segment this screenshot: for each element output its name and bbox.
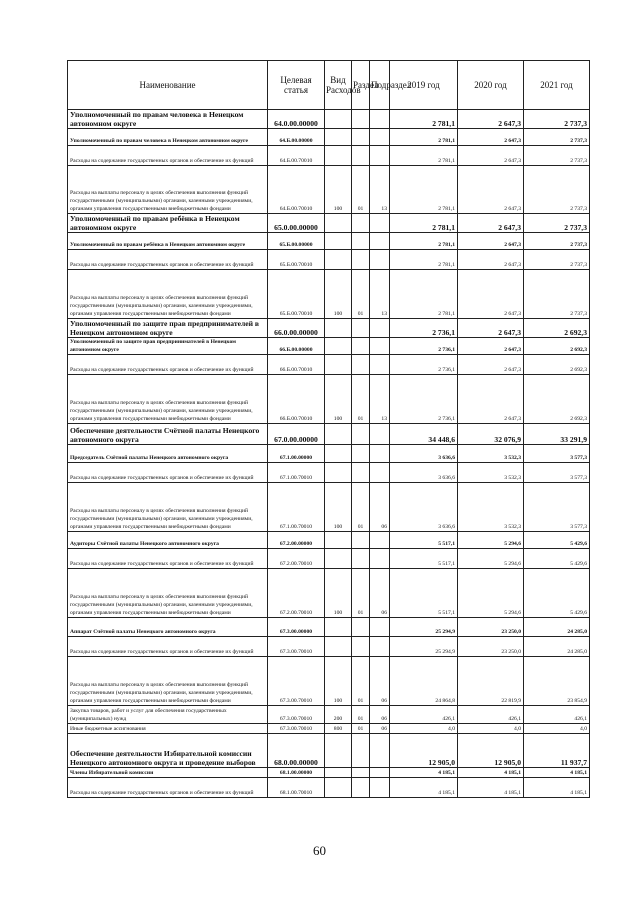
- cell-2020: 4,0: [458, 724, 524, 734]
- cell-section: [352, 532, 370, 549]
- cell-target: 65.0.00.00000: [268, 214, 325, 233]
- cell-exp-type: [325, 424, 352, 445]
- cell-2021: 2 692,3: [524, 355, 590, 375]
- cell-target: 67.1.00.00000: [268, 445, 325, 463]
- cell-target: 67.3.00.70010: [268, 637, 325, 657]
- cell-2020: 3 532,3: [458, 483, 524, 532]
- cell-name: Уполномоченный по правам ребёнка в Ненецком автономном округе: [68, 233, 268, 250]
- cell-section: 01: [352, 724, 370, 734]
- cell-subsection: [370, 319, 390, 338]
- cell-target: 67.2.00.00000: [268, 532, 325, 549]
- cell-exp-type: 100: [325, 166, 352, 214]
- cell-target: 67.2.00.70010: [268, 569, 325, 618]
- cell-subsection: [370, 768, 390, 778]
- cell-2020: 32 076,9: [458, 424, 524, 445]
- cell-name: Обеспечение деятельности Избирательной комиссии Ненецкого автономного округа и проведение выборов: [68, 734, 268, 768]
- cell-exp-type: [325, 778, 352, 798]
- cell-subsection: 06: [370, 569, 390, 618]
- cell-name: Расходы на выплаты персоналу в целях обеспечения выполнения функций государственными (муниципальными) органами, казенными учреждениями, органами управления государственными внебюджетными фондами: [68, 166, 268, 214]
- cell-2019: 426,1: [390, 706, 458, 724]
- cell-2019: 2 781,1: [390, 166, 458, 214]
- cell-name: Расходы на содержание государственных органов и обеспечение их функций: [68, 778, 268, 798]
- cell-name: Аудиторы Счётной палаты Ненецкого автономного округа: [68, 532, 268, 549]
- cell-2020: 22 819,9: [458, 657, 524, 706]
- cell-exp-type: 800: [325, 724, 352, 734]
- cell-exp-type: 100: [325, 569, 352, 618]
- cell-2021: 2 737,3: [524, 166, 590, 214]
- cell-2021: 24 285,0: [524, 618, 590, 637]
- table-row: [68, 445, 590, 463]
- cell-2020: 5 294,6: [458, 569, 524, 618]
- cell-2019: 2 736,1: [390, 338, 458, 355]
- cell-section: [352, 424, 370, 445]
- cell-subsection: [370, 734, 390, 768]
- cell-2021: 2 737,3: [524, 270, 590, 319]
- cell-2019: 25 294,9: [390, 637, 458, 657]
- cell-2020: 3 532,3: [458, 463, 524, 483]
- cell-2019: 2 781,1: [390, 214, 458, 233]
- cell-2021: 426,1: [524, 706, 590, 724]
- table-row: [68, 618, 590, 637]
- cell-exp-type: [325, 734, 352, 768]
- cell-target: 66.Б.00.70010: [268, 355, 325, 375]
- cell-target: 67.2.00.70010: [268, 549, 325, 569]
- cell-section: [352, 214, 370, 233]
- table-row: [68, 250, 590, 270]
- cell-section: 01: [352, 657, 370, 706]
- cell-2021: 2 737,3: [524, 250, 590, 270]
- cell-section: [352, 734, 370, 768]
- cell-name: Закупка товаров, работ и услуг для обеспечения государственных (муниципальных) нужд: [68, 706, 268, 724]
- table-row: [68, 778, 590, 798]
- cell-subsection: 06: [370, 657, 390, 706]
- cell-2019: 25 294,9: [390, 618, 458, 637]
- cell-target: 67.3.00.00000: [268, 618, 325, 637]
- cell-subsection: 13: [370, 375, 390, 424]
- table-row: [68, 338, 590, 355]
- header-2019: 2019 год: [390, 61, 458, 110]
- cell-name: Расходы на содержание государственных органов и обеспечение их функций: [68, 355, 268, 375]
- cell-exp-type: 100: [325, 270, 352, 319]
- cell-target: 64.Б.00.00000: [268, 129, 325, 146]
- cell-2020: 2 647,3: [458, 129, 524, 146]
- cell-2020: 2 647,3: [458, 166, 524, 214]
- table-row: [68, 166, 590, 214]
- cell-target: 68.1.00.00000: [268, 768, 325, 778]
- cell-subsection: 13: [370, 270, 390, 319]
- cell-2021: 3 577,3: [524, 445, 590, 463]
- cell-name: Расходы на содержание государственных органов и обеспечение их функций: [68, 463, 268, 483]
- page-number: 60: [313, 843, 326, 858]
- cell-2020: 5 294,6: [458, 549, 524, 569]
- cell-target: 66.Б.00.00000: [268, 338, 325, 355]
- budget-table: [67, 60, 590, 798]
- cell-subsection: [370, 424, 390, 445]
- cell-section: [352, 250, 370, 270]
- cell-exp-type: [325, 214, 352, 233]
- cell-2020: 2 647,3: [458, 270, 524, 319]
- cell-2021: 2 737,3: [524, 146, 590, 166]
- cell-2021: 2 692,3: [524, 375, 590, 424]
- cell-section: 01: [352, 569, 370, 618]
- cell-2019: 2 781,1: [390, 270, 458, 319]
- table-row: [68, 569, 590, 618]
- cell-2021: 5 429,6: [524, 532, 590, 549]
- cell-2019: 2 781,1: [390, 129, 458, 146]
- cell-2021: 5 429,6: [524, 569, 590, 618]
- header-name: Наименование: [68, 61, 268, 110]
- table-row: [68, 768, 590, 778]
- table-row: [68, 657, 590, 706]
- table-row: [68, 233, 590, 250]
- cell-2019: 2 781,1: [390, 250, 458, 270]
- cell-2021: 24 285,0: [524, 637, 590, 657]
- cell-subsection: 06: [370, 706, 390, 724]
- cell-target: 65.Б.00.70010: [268, 270, 325, 319]
- cell-exp-type: [325, 129, 352, 146]
- cell-name: Уполномоченный по правам человека в Ненецком автономном округе: [68, 129, 268, 146]
- cell-target: 68.0.00.00000: [268, 734, 325, 768]
- cell-2019: 5 517,1: [390, 532, 458, 549]
- cell-2021: 2 737,3: [524, 214, 590, 233]
- cell-subsection: [370, 355, 390, 375]
- header-section: Раздел: [352, 61, 370, 110]
- cell-target: 64.0.00.00000: [268, 110, 325, 129]
- table-row: [68, 146, 590, 166]
- cell-name: Члены Избирательной комиссии: [68, 768, 268, 778]
- cell-target: 64.Б.00.70010: [268, 166, 325, 214]
- table-row: [68, 110, 590, 129]
- cell-subsection: [370, 637, 390, 657]
- cell-section: 01: [352, 706, 370, 724]
- cell-subsection: 06: [370, 724, 390, 734]
- cell-subsection: [370, 532, 390, 549]
- cell-target: 67.3.00.70010: [268, 724, 325, 734]
- cell-name: Председатель Счётной палаты Ненецкого автономного округа: [68, 445, 268, 463]
- cell-name: Расходы на выплаты персоналу в целях обеспечения выполнения функций государственными (муниципальными) органами, казенными учреждениями, органами управления государственными внебюджетными фондами: [68, 569, 268, 618]
- header-subsection: Подраздел: [370, 61, 390, 110]
- header-2020: 2020 год: [458, 61, 524, 110]
- table-row: [68, 319, 590, 338]
- cell-section: [352, 768, 370, 778]
- cell-2020: 23 250,0: [458, 618, 524, 637]
- cell-exp-type: [325, 768, 352, 778]
- cell-target: 67.3.00.70010: [268, 706, 325, 724]
- cell-2020: 4 185,1: [458, 768, 524, 778]
- cell-section: [352, 146, 370, 166]
- table-row: [68, 214, 590, 233]
- cell-2021: 33 291,9: [524, 424, 590, 445]
- table-row: [68, 532, 590, 549]
- cell-2020: 3 532,3: [458, 445, 524, 463]
- cell-2019: 3 636,6: [390, 483, 458, 532]
- cell-2020: 2 647,3: [458, 375, 524, 424]
- cell-target: 66.0.00.00000: [268, 319, 325, 338]
- cell-2021: 11 937,7: [524, 734, 590, 768]
- cell-section: [352, 463, 370, 483]
- table-header-row: [68, 61, 590, 110]
- cell-2019: 5 517,1: [390, 569, 458, 618]
- cell-exp-type: [325, 233, 352, 250]
- cell-2019: 4 185,1: [390, 768, 458, 778]
- cell-subsection: 13: [370, 166, 390, 214]
- cell-section: [352, 129, 370, 146]
- table-body: [68, 110, 590, 798]
- cell-2019: 4,0: [390, 724, 458, 734]
- cell-name: Расходы на содержание государственных органов и обеспечение их функций: [68, 146, 268, 166]
- table-row: [68, 734, 590, 768]
- cell-target: 67.1.00.70010: [268, 483, 325, 532]
- cell-2019: 12 905,0: [390, 734, 458, 768]
- cell-2019: 24 864,8: [390, 657, 458, 706]
- cell-name: Уполномоченный по защите прав предпринимателей в Ненецком автономном округе: [68, 319, 268, 338]
- cell-subsection: 06: [370, 483, 390, 532]
- cell-2021: 2 737,3: [524, 110, 590, 129]
- cell-subsection: [370, 338, 390, 355]
- table-row: [68, 129, 590, 146]
- cell-2020: 2 647,3: [458, 250, 524, 270]
- cell-exp-type: [325, 250, 352, 270]
- cell-exp-type: 100: [325, 375, 352, 424]
- cell-exp-type: 100: [325, 657, 352, 706]
- cell-subsection: [370, 214, 390, 233]
- cell-2020: 426,1: [458, 706, 524, 724]
- table-row: [68, 483, 590, 532]
- cell-2019: 2 781,1: [390, 233, 458, 250]
- cell-name: Уполномоченный по защите прав предпринимателей в Ненецком автономном округе: [68, 338, 268, 355]
- cell-name: Иные бюджетные ассигнования: [68, 724, 268, 734]
- cell-2020: 5 294,6: [458, 532, 524, 549]
- cell-target: 64.Б.00.70010: [268, 146, 325, 166]
- table-row: [68, 463, 590, 483]
- cell-exp-type: [325, 549, 352, 569]
- cell-exp-type: [325, 463, 352, 483]
- cell-2021: 3 577,3: [524, 483, 590, 532]
- cell-subsection: [370, 778, 390, 798]
- cell-2019: 5 517,1: [390, 549, 458, 569]
- cell-subsection: [370, 233, 390, 250]
- cell-exp-type: [325, 355, 352, 375]
- cell-exp-type: [325, 110, 352, 129]
- table-row: [68, 549, 590, 569]
- cell-2021: 3 577,3: [524, 463, 590, 483]
- cell-name: Расходы на выплаты персоналу в целях обеспечения выполнения функций государственными (муниципальными) органами, казенными учреждениями, органами управления государственными внебюджетными фондами: [68, 657, 268, 706]
- cell-2021: 2 692,3: [524, 319, 590, 338]
- cell-section: 01: [352, 375, 370, 424]
- table-row: [68, 270, 590, 319]
- cell-2021: 2 737,3: [524, 129, 590, 146]
- cell-2019: 2 781,1: [390, 146, 458, 166]
- table-row: [68, 355, 590, 375]
- table-row: [68, 637, 590, 657]
- cell-exp-type: 200: [325, 706, 352, 724]
- table-row: [68, 375, 590, 424]
- cell-target: 67.1.00.70010: [268, 463, 325, 483]
- cell-exp-type: [325, 338, 352, 355]
- cell-2019: 4 185,1: [390, 778, 458, 798]
- budget-table-container: [67, 60, 589, 798]
- cell-section: [352, 110, 370, 129]
- cell-name: Расходы на выплаты персоналу в целях обеспечения выполнения функций государственными (муниципальными) органами, казенными учреждениями, органами управления государственными внебюджетными фондами: [68, 270, 268, 319]
- cell-name: Аппарат Счётной палаты Ненецкого автономного округа: [68, 618, 268, 637]
- cell-2020: 2 647,3: [458, 319, 524, 338]
- cell-2021: 4 185,1: [524, 768, 590, 778]
- cell-section: 01: [352, 483, 370, 532]
- cell-name: Уполномоченный по правам человека в Ненецком автономном округе: [68, 110, 268, 129]
- cell-2020: 2 647,3: [458, 146, 524, 166]
- cell-2020: 12 905,0: [458, 734, 524, 768]
- cell-section: [352, 778, 370, 798]
- cell-subsection: [370, 146, 390, 166]
- cell-2021: 2 737,3: [524, 233, 590, 250]
- cell-section: [352, 549, 370, 569]
- cell-section: [352, 233, 370, 250]
- table-row: [68, 706, 590, 724]
- cell-2021: 4,0: [524, 724, 590, 734]
- cell-2021: 4 185,1: [524, 778, 590, 798]
- cell-target: 67.0.00.00000: [268, 424, 325, 445]
- cell-section: [352, 355, 370, 375]
- cell-name: Расходы на содержание государственных органов и обеспечение их функций: [68, 549, 268, 569]
- cell-exp-type: [325, 445, 352, 463]
- cell-target: 66.Б.00.70010: [268, 375, 325, 424]
- cell-section: [352, 338, 370, 355]
- cell-subsection: [370, 463, 390, 483]
- cell-2021: 2 692,3: [524, 338, 590, 355]
- cell-exp-type: 100: [325, 483, 352, 532]
- cell-section: [352, 319, 370, 338]
- cell-section: 01: [352, 166, 370, 214]
- cell-2020: 4 185,1: [458, 778, 524, 798]
- cell-2019: 3 636,6: [390, 463, 458, 483]
- cell-subsection: [370, 129, 390, 146]
- cell-2019: 2 736,1: [390, 319, 458, 338]
- cell-2020: 2 647,3: [458, 214, 524, 233]
- cell-exp-type: [325, 532, 352, 549]
- cell-2020: 2 647,3: [458, 355, 524, 375]
- header-exp-type: Вид Расходов: [325, 61, 352, 110]
- cell-subsection: [370, 110, 390, 129]
- header-2021: 2021 год: [524, 61, 590, 110]
- cell-2019: 2 736,1: [390, 355, 458, 375]
- header-target: Целевая статья: [268, 61, 325, 110]
- cell-section: [352, 445, 370, 463]
- cell-2019: 34 448,6: [390, 424, 458, 445]
- cell-2019: 2 736,1: [390, 375, 458, 424]
- cell-target: 67.3.00.70010: [268, 657, 325, 706]
- cell-name: Расходы на содержание государственных органов и обеспечение их функций: [68, 250, 268, 270]
- cell-subsection: [370, 250, 390, 270]
- cell-2019: 2 781,1: [390, 110, 458, 129]
- cell-subsection: [370, 618, 390, 637]
- cell-subsection: [370, 549, 390, 569]
- cell-target: 68.1.00.70010: [268, 778, 325, 798]
- cell-target: 65.Б.00.70010: [268, 250, 325, 270]
- cell-2020: 2 647,3: [458, 338, 524, 355]
- cell-2021: 23 854,9: [524, 657, 590, 706]
- cell-name: Расходы на выплаты персоналу в целях обеспечения выполнения функций государственными (муниципальными) органами, казенными учреждениями, органами управления государственными внебюджетными фондами: [68, 375, 268, 424]
- cell-2020: 2 647,3: [458, 110, 524, 129]
- cell-2020: 23 250,0: [458, 637, 524, 657]
- cell-name: Расходы на выплаты персоналу в целях обеспечения выполнения функций государственными (муниципальными) органами, казенными учреждениями, органами управления государственными внебюджетными фондами: [68, 483, 268, 532]
- cell-exp-type: [325, 637, 352, 657]
- cell-section: [352, 637, 370, 657]
- cell-exp-type: [325, 319, 352, 338]
- cell-exp-type: [325, 618, 352, 637]
- cell-section: 01: [352, 270, 370, 319]
- cell-name: Расходы на содержание государственных органов и обеспечение их функций: [68, 637, 268, 657]
- cell-2019: 3 636,6: [390, 445, 458, 463]
- cell-target: 65.Б.00.00000: [268, 233, 325, 250]
- cell-name: Обеспечение деятельности Счётной палаты Ненецкого автономного округа: [68, 424, 268, 445]
- cell-name: Уполномоченный по правам ребёнка в Ненецком автономном округе: [68, 214, 268, 233]
- cell-subsection: [370, 445, 390, 463]
- cell-exp-type: [325, 146, 352, 166]
- table-row: [68, 724, 590, 734]
- cell-section: [352, 618, 370, 637]
- table-row: [68, 424, 590, 445]
- cell-2020: 2 647,3: [458, 233, 524, 250]
- cell-2021: 5 429,6: [524, 549, 590, 569]
